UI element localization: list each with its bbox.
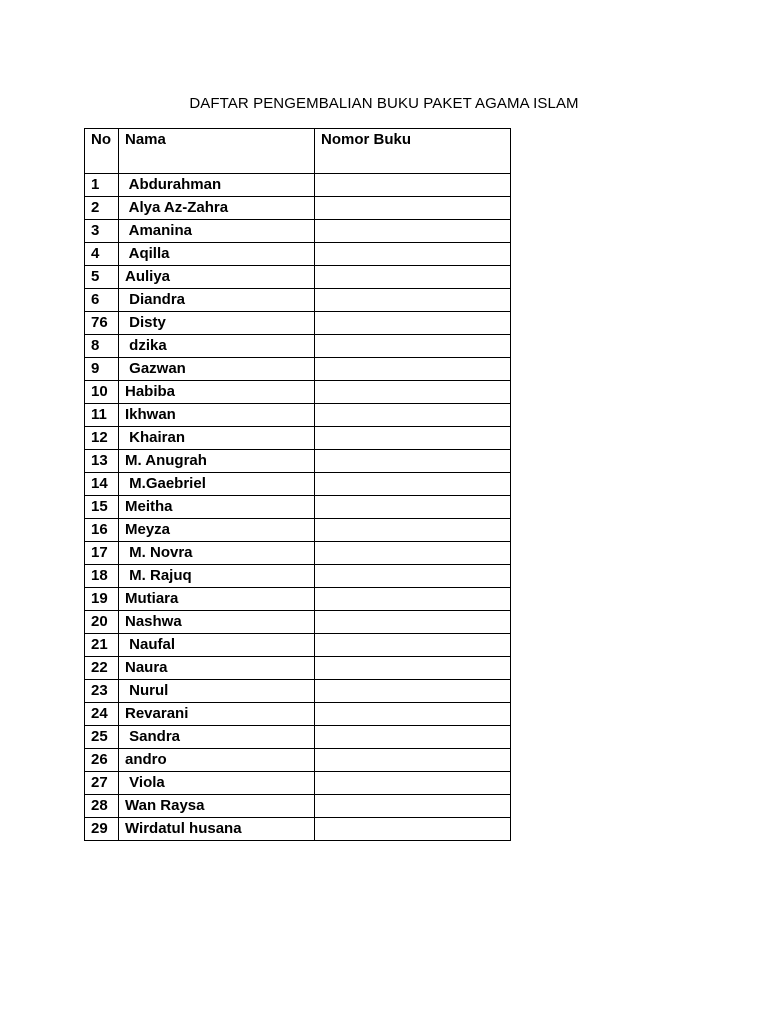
table-header-row [85,129,511,174]
book-number-cell[interactable] [315,795,511,818]
student-name-cell: Wan Raysa [119,795,315,818]
book-number-cell[interactable] [315,772,511,795]
student-name-cell: Aqilla [119,243,315,266]
table-row [85,726,511,749]
column-header-book-number: Nomor Buku [315,129,511,174]
student-name-cell: M.Gaebriel [119,473,315,496]
book-number-cell[interactable] [315,197,511,220]
book-number-cell[interactable] [315,726,511,749]
row-number-cell: 27 [85,772,119,795]
book-number-cell[interactable] [315,588,511,611]
book-number-cell[interactable] [315,703,511,726]
student-name-cell: Auliya [119,266,315,289]
student-name-cell: Khairan [119,427,315,450]
table-row [85,473,511,496]
student-name-cell: Nurul [119,680,315,703]
book-number-cell[interactable] [315,565,511,588]
book-number-cell[interactable] [315,749,511,772]
row-number-cell: 5 [85,266,119,289]
student-name-cell: Alya Az-Zahra [119,197,315,220]
table-row [85,611,511,634]
table-row [85,680,511,703]
student-name-cell: andro [119,749,315,772]
student-name-cell: Mutiara [119,588,315,611]
book-number-cell[interactable] [315,220,511,243]
book-number-cell[interactable] [315,312,511,335]
book-number-cell[interactable] [315,358,511,381]
student-name-cell: Disty [119,312,315,335]
student-name-cell: Revarani [119,703,315,726]
book-number-cell[interactable] [315,289,511,312]
table-row [85,358,511,381]
student-name-cell: Meitha [119,496,315,519]
table-row [85,519,511,542]
book-number-cell[interactable] [315,404,511,427]
book-number-cell[interactable] [315,473,511,496]
table-row [85,404,511,427]
row-number-cell: 17 [85,542,119,565]
column-header-name: Nama [119,129,315,174]
book-number-cell[interactable] [315,542,511,565]
row-number-cell: 22 [85,657,119,680]
table-row [85,335,511,358]
row-number-cell: 2 [85,197,119,220]
book-number-cell[interactable] [315,335,511,358]
row-number-cell: 23 [85,680,119,703]
student-name-cell: Amanina [119,220,315,243]
return-list-table [84,128,511,841]
table-row [85,312,511,335]
row-number-cell: 15 [85,496,119,519]
student-name-cell: Habiba [119,381,315,404]
table-row [85,289,511,312]
document-title: DAFTAR PENGEMBALIAN BUKU PAKET AGAMA ISLAM [189,95,579,112]
table-row [85,266,511,289]
row-number-cell: 76 [85,312,119,335]
row-number-cell: 8 [85,335,119,358]
table-row [85,542,511,565]
student-name-cell: M. Rajuq [119,565,315,588]
student-name-cell: Ikhwan [119,404,315,427]
student-name-cell: M. Anugrah [119,450,315,473]
book-number-cell[interactable] [315,427,511,450]
book-number-cell[interactable] [315,818,511,841]
table-row [85,427,511,450]
student-name-cell: Wirdatul husana [119,818,315,841]
table-row [85,450,511,473]
book-number-cell[interactable] [315,680,511,703]
table-row [85,703,511,726]
book-number-cell[interactable] [315,174,511,197]
student-name-cell: Sandra [119,726,315,749]
row-number-cell: 1 [85,174,119,197]
table-row [85,243,511,266]
table-row [85,220,511,243]
student-name-cell: Nashwa [119,611,315,634]
table-row [85,197,511,220]
table-row [85,749,511,772]
book-number-cell[interactable] [315,634,511,657]
student-name-cell: dzika [119,335,315,358]
student-name-cell: Naura [119,657,315,680]
book-number-cell[interactable] [315,381,511,404]
table-row [85,588,511,611]
book-number-cell[interactable] [315,243,511,266]
book-number-cell[interactable] [315,266,511,289]
row-number-cell: 12 [85,427,119,450]
row-number-cell: 11 [85,404,119,427]
table-row [85,496,511,519]
row-number-cell: 18 [85,565,119,588]
student-name-cell: Gazwan [119,358,315,381]
row-number-cell: 14 [85,473,119,496]
row-number-cell: 24 [85,703,119,726]
table-row [85,381,511,404]
row-number-cell: 6 [85,289,119,312]
table-row [85,795,511,818]
book-number-cell[interactable] [315,657,511,680]
book-number-cell[interactable] [315,496,511,519]
table-body [85,174,511,841]
row-number-cell: 10 [85,381,119,404]
row-number-cell: 28 [85,795,119,818]
table-row [85,772,511,795]
row-number-cell: 20 [85,611,119,634]
table-row [85,174,511,197]
row-number-cell: 25 [85,726,119,749]
book-number-cell[interactable] [315,611,511,634]
book-number-cell[interactable] [315,450,511,473]
student-name-cell: M. Novra [119,542,315,565]
row-number-cell: 16 [85,519,119,542]
student-name-cell: Meyza [119,519,315,542]
row-number-cell: 19 [85,588,119,611]
table-row [85,634,511,657]
column-header-no: No [85,129,119,174]
book-number-cell[interactable] [315,519,511,542]
student-name-cell: Naufal [119,634,315,657]
row-number-cell: 13 [85,450,119,473]
row-number-cell: 3 [85,220,119,243]
student-name-cell: Diandra [119,289,315,312]
row-number-cell: 9 [85,358,119,381]
student-name-cell: Viola [119,772,315,795]
row-number-cell: 21 [85,634,119,657]
table-row [85,818,511,841]
row-number-cell: 26 [85,749,119,772]
row-number-cell: 29 [85,818,119,841]
row-number-cell: 4 [85,243,119,266]
student-name-cell: Abdurahman [119,174,315,197]
table-row [85,657,511,680]
table-row [85,565,511,588]
